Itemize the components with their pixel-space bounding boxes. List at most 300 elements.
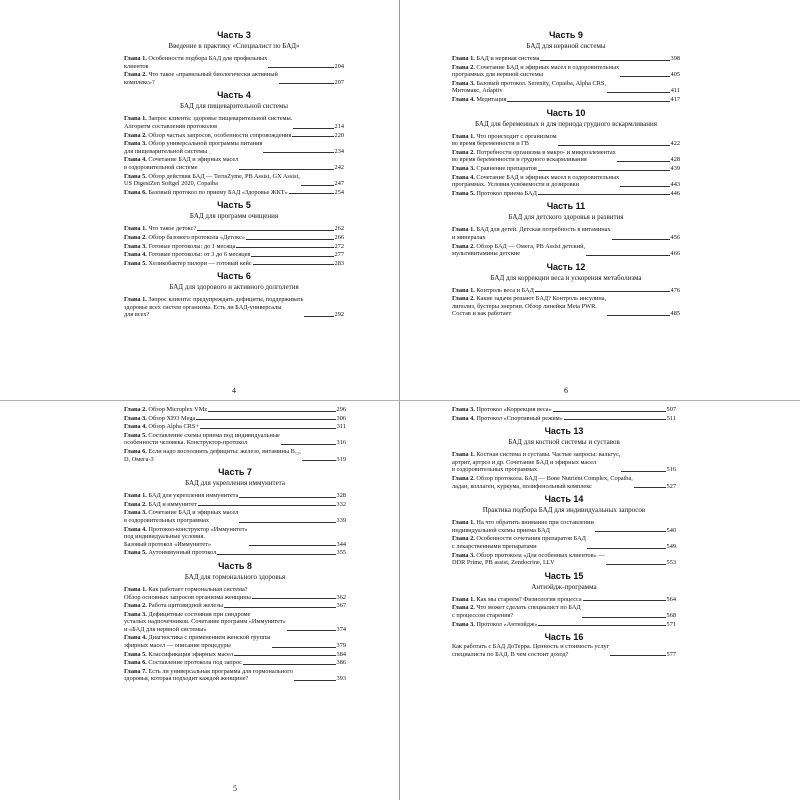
chapter-label: Глава 1. — [124, 115, 147, 123]
chapter-entry — [124, 225, 344, 233]
chapter-title: Запрос клиента: здоровье пищеварительной системы. Алгоритм составления протоколов — [124, 115, 293, 130]
chapter-title: Диагностика с применением женской группы эфирных масел — описание процедуры — [124, 634, 271, 650]
chapter-title: Обзор Microplex VMz — [148, 406, 208, 413]
chapter-page: 242 — [334, 163, 344, 171]
chapter-text — [124, 602, 223, 610]
dot-leader — [198, 505, 336, 506]
chapter-title: Запрос клиента: предупреждать дефициты, поддерживать здоровье всех систем организма. Есть ли БАД-универсалы для всех? — [124, 296, 304, 319]
chapter-title: Как работать с БАД ДоТерра. Ценность и стоимость услуг специалиста по БАД. В чем состоит доход? — [452, 643, 610, 658]
chapter-entry — [452, 96, 680, 104]
toc-content — [452, 406, 676, 660]
dot-leader — [279, 83, 334, 84]
dot-leader — [587, 548, 666, 549]
dot-leader — [553, 411, 666, 412]
chapter-text — [452, 226, 611, 241]
chapter-entry — [452, 519, 676, 534]
chapter-title: БАД и нервная система — [476, 55, 540, 62]
chapter-text — [124, 423, 199, 431]
chapter-entry — [452, 80, 680, 95]
chapter-entry — [452, 295, 680, 318]
dot-leader — [208, 411, 335, 412]
chapter-entry — [124, 492, 346, 500]
chapter-text — [124, 115, 292, 130]
toc-page-7 — [452, 406, 676, 798]
chapter-text — [452, 451, 620, 474]
chapter-page: 379 — [336, 642, 346, 650]
chapter-page: 296 — [336, 406, 346, 413]
dot-leader — [249, 545, 336, 546]
chapter-page: 549 — [666, 542, 676, 550]
chapter-title: Как работает гормональная система? Обзор основных запросов организма женщины — [124, 585, 251, 601]
chapter-title: Что такое детокс? — [148, 225, 197, 233]
chapter-text — [124, 611, 286, 634]
chapter-text — [124, 406, 207, 414]
chapter-label: Глава 3. — [452, 164, 475, 172]
chapter-page: 254 — [334, 188, 344, 196]
chapter-title: Готовые протоколы: до 1 месяца — [148, 242, 236, 250]
chapter-text — [452, 287, 534, 295]
toc-content — [124, 406, 346, 685]
chapter-text — [124, 234, 245, 242]
chapter-label: Глава 1. — [452, 286, 475, 294]
chapter-entry — [124, 423, 346, 431]
chapter-label: Глава 4. — [452, 414, 475, 422]
chapter-label: Глава 5. — [124, 650, 147, 658]
part-title: Часть 4 — [217, 90, 251, 101]
dot-leader — [292, 136, 333, 137]
chapter-page: 466 — [670, 250, 680, 258]
chapter-title: Классификация эфирных масел — [148, 650, 234, 658]
dot-leader — [234, 655, 335, 656]
dot-leader — [538, 194, 670, 195]
chapter-title: Сравнение препаратов — [476, 164, 537, 172]
chapter-label: Глава 2. — [124, 602, 147, 610]
part-subtitle: БАД для беременных и для периода грудного вскармливания — [475, 119, 657, 128]
chapter-label: Глава 3. — [124, 414, 147, 422]
chapter-page: 332 — [336, 500, 346, 508]
chapter-page: 411 — [670, 87, 680, 95]
chapter-entry — [452, 226, 680, 241]
chapter-page: 374 — [336, 625, 346, 633]
chapter-text — [452, 55, 539, 63]
dot-leader — [564, 419, 666, 420]
chapter-title: Обзор протокола «Для особенных клиентов» — DDR Prime, PB assist, Zendocrine, LLV — [452, 551, 605, 567]
dot-leader — [538, 170, 670, 171]
chapter-page: 405 — [670, 71, 680, 79]
chapter-label: Глава 3. — [452, 406, 475, 413]
part-subtitle: БАД для гормонального здоровья — [184, 572, 286, 581]
chapter-title: Костная система и суставы. Частые запросы: вальгус, артрит, артроз и др. Сочетание БАД и эфирных масел в оздоровительных программах — [452, 451, 621, 474]
chapter-label: Глава 1. — [452, 132, 475, 140]
chapter-title: Протокол-конструктор «Иммунитет» под индивидуальные условия. Базовый протокол «Иммунитет» — [124, 525, 248, 548]
chapter-label: Глава 1. — [452, 519, 475, 527]
part-subtitle: Антиэйдж-программа — [531, 582, 597, 591]
chapter-page: 564 — [666, 595, 676, 603]
dot-leader — [246, 239, 334, 240]
chapter-text — [452, 295, 606, 318]
chapter-list — [452, 643, 676, 658]
dot-leader — [607, 315, 669, 316]
chapter-label: Глава 1. — [452, 55, 475, 62]
chapter-text — [124, 526, 248, 549]
dot-leader — [200, 428, 336, 429]
dot-leader — [606, 564, 666, 565]
part-title: Часть 7 — [218, 467, 252, 478]
chapter-label: Глава 1. — [124, 296, 147, 304]
chapter-label: Глава 4. — [452, 173, 475, 181]
dot-leader — [620, 76, 669, 77]
chapter-title: БАД для укрепления иммунитета — [148, 492, 239, 500]
part-subtitle: БАД для укрепления иммунитета — [185, 479, 285, 488]
dot-leader — [620, 186, 669, 187]
chapter-entry — [124, 432, 346, 447]
chapter-page: 456 — [670, 233, 680, 241]
dot-leader — [281, 444, 336, 445]
chapter-label: Глава 4. — [124, 156, 147, 164]
chapter-page: 571 — [666, 620, 676, 628]
chapter-page: 234 — [334, 147, 344, 155]
chapter-title: Готовые протоколы: от 3 до 6 месяцев — [148, 251, 251, 259]
chapter-title: БАД и иммунитет — [148, 500, 197, 508]
chapter-text — [124, 55, 267, 70]
chapter-title: Что может сделать специалист по БАД с процессом старения? — [452, 604, 581, 619]
chapter-list — [124, 55, 344, 86]
chapter-entry — [124, 115, 344, 130]
dot-leader — [196, 419, 335, 420]
toc-content — [124, 26, 344, 321]
part-title: Часть 15 — [544, 570, 584, 581]
chapter-title: Обзор универсальной программы питания для пищеварительной системы — [124, 140, 263, 155]
chapter-text — [124, 668, 293, 683]
chapter-label: Глава 1. — [124, 585, 147, 593]
chapter-text — [452, 133, 557, 148]
dot-leader — [304, 316, 333, 317]
part-subtitle: БАД для здорового и активного долголетия — [169, 283, 299, 292]
chapter-text — [452, 475, 633, 490]
chapter-page: 220 — [334, 131, 344, 139]
chapter-entry — [124, 509, 346, 524]
chapter-title: Обзор частых запросов, особенности сопровождения — [148, 131, 292, 139]
part-subtitle: БАД для пищеварительной системы — [180, 102, 288, 111]
chapter-text — [124, 132, 291, 140]
chapter-entry — [124, 296, 344, 319]
chapter-title: Обзор БАД — Омега, PB Assist детский, мультивитамины детские — [452, 242, 586, 258]
chapter-text — [124, 243, 235, 251]
chapter-page: 417 — [670, 95, 680, 103]
chapter-label: Глава 6. — [124, 447, 147, 455]
chapter-title: Что такое «правильный биологически активный комплекс»? — [124, 71, 278, 86]
part-subtitle: БАД для костной системы и суставов — [508, 438, 620, 447]
chapter-text — [124, 509, 238, 524]
chapter-title: Аутоиммунный протокол — [148, 549, 217, 557]
chapter-list — [452, 406, 676, 422]
dot-leader — [535, 291, 670, 292]
chapter-title: Медитация — [476, 95, 507, 103]
dot-leader — [558, 145, 670, 146]
chapter-page: 367 — [336, 602, 346, 610]
chapter-entry — [124, 549, 346, 557]
dot-leader — [583, 600, 666, 601]
chapter-label: Глава 3. — [124, 242, 147, 250]
chapter-title: Сочетание БАД и эфирных масел в оздоровительной системе — [124, 156, 239, 171]
chapter-entry — [124, 602, 346, 610]
page-number: 6 — [564, 386, 568, 395]
dot-leader — [617, 161, 670, 162]
chapter-label: Глава 5. — [124, 549, 147, 557]
chapter-label: Глава 5. — [124, 172, 147, 180]
chapter-title: На что обратить внимание при составлении индивидуальной схемы приема БАД — [452, 519, 594, 534]
chapter-label: Глава 4. — [124, 423, 147, 431]
chapter-text — [124, 448, 301, 463]
chapter-entry — [452, 621, 676, 629]
chapter-entry — [124, 243, 344, 251]
chapter-text — [124, 225, 196, 233]
chapter-entry — [452, 55, 680, 63]
chapter-entry — [452, 190, 680, 198]
dot-leader — [595, 531, 666, 532]
chapter-text — [452, 604, 581, 619]
chapter-page: 485 — [670, 310, 680, 318]
toc-page-5 — [124, 406, 346, 798]
chapter-label: Глава 2. — [124, 71, 147, 79]
chapter-list — [452, 226, 680, 257]
chapter-text — [124, 260, 252, 268]
chapter-label: Глава 3. — [452, 79, 475, 87]
chapter-entry — [124, 234, 344, 242]
chapter-entry — [124, 415, 346, 423]
chapter-text — [452, 165, 537, 173]
chapter-text — [124, 501, 197, 509]
dot-leader — [224, 607, 336, 608]
chapter-page: 362 — [336, 593, 346, 601]
dot-leader — [540, 60, 669, 61]
chapter-text — [124, 173, 300, 188]
chapter-page: 516 — [666, 466, 676, 474]
page-number: 5 — [233, 784, 237, 793]
chapter-page: 476 — [670, 286, 680, 294]
chapter-page: 344 — [336, 540, 346, 548]
toc-page-4 — [124, 26, 344, 400]
chapter-title: Что происходит с организмом во время беременности и ГВ — [452, 132, 557, 148]
chapter-text — [124, 432, 280, 447]
chapter-page: 262 — [334, 225, 344, 233]
chapter-label: Глава 1. — [452, 226, 475, 234]
part-title: Часть 12 — [546, 261, 586, 272]
chapter-text — [452, 80, 606, 95]
chapter-title: Протокол «Коррекция веса» — [476, 406, 552, 413]
chapter-label: Глава 2. — [124, 500, 147, 508]
dot-leader — [217, 554, 335, 555]
chapter-page: 393 — [336, 675, 346, 683]
chapter-page: 247 — [334, 180, 344, 188]
chapter-list — [452, 287, 680, 318]
chapter-label: Глава 2. — [452, 63, 475, 71]
chapter-page: 207 — [334, 78, 344, 86]
dot-leader — [252, 598, 336, 599]
chapter-label: Глава 2. — [452, 242, 475, 250]
chapter-title: Базовый протокол по приему БАД «Здоровье ЖКТ» — [148, 188, 288, 196]
chapter-page: 568 — [666, 611, 676, 619]
part-title: Часть 3 — [217, 30, 251, 40]
chapter-title: Контроль веса и БАД — [476, 286, 534, 294]
chapter-entry — [124, 189, 344, 197]
chapter-entry — [124, 406, 346, 414]
chapter-page: 283 — [334, 259, 344, 267]
dot-leader — [197, 230, 333, 231]
dot-leader — [507, 101, 669, 102]
dot-leader — [253, 264, 334, 265]
chapter-label: Глава 4. — [124, 525, 147, 533]
chapter-list — [124, 115, 344, 196]
chapter-page: 328 — [336, 492, 346, 500]
chapter-label: Глава 2. — [124, 233, 147, 241]
chapter-list — [452, 55, 680, 104]
page-number: 4 — [232, 386, 236, 395]
part-subtitle: Практика подбора БАД для индивидуальных запросов — [482, 506, 646, 515]
chapter-entry — [124, 156, 344, 171]
chapter-page: 507 — [666, 406, 676, 413]
dot-leader — [294, 680, 336, 681]
chapter-text — [124, 659, 242, 667]
chapter-page: 428 — [670, 156, 680, 164]
chapter-label: Глава 2. — [124, 131, 147, 139]
dot-leader — [243, 664, 336, 665]
chapter-page: 553 — [666, 559, 676, 567]
dot-leader — [301, 185, 334, 186]
dot-leader — [263, 152, 333, 153]
chapter-title: Обзор Alpha CRS+ — [148, 423, 199, 431]
chapter-page: 204 — [334, 62, 344, 70]
chapter-text — [452, 149, 616, 164]
part-subtitle: БАД для коррекции веса и ускорения метаболизма — [490, 273, 642, 282]
dot-leader — [239, 522, 335, 523]
dot-leader — [236, 247, 333, 248]
chapter-text — [124, 156, 238, 171]
chapter-entry — [452, 406, 676, 414]
chapter-page: 306 — [336, 414, 346, 422]
chapter-page: 311 — [336, 423, 346, 431]
chapter-label: Глава 1. — [452, 451, 475, 459]
toc-page-6 — [452, 26, 680, 400]
chapter-label: Глава 2. — [452, 148, 475, 156]
chapter-entry — [452, 174, 680, 189]
part-title: Часть 8 — [218, 560, 252, 571]
chapter-title: Базовый протокол. Serenity, Copaiba, Alpha CRS, Митомакс, Adaptiv — [452, 79, 607, 95]
chapter-title: Дефицитные состояния при синдроме усталых надпочечников. Сочетание программ «Иммунитет» и «БАД для нервной системы» — [124, 610, 286, 633]
dot-leader — [607, 92, 670, 93]
chapter-text — [452, 190, 537, 198]
chapter-entry — [452, 643, 676, 658]
chapter-text — [452, 96, 506, 104]
chapter-label: Глава 7. — [124, 667, 147, 675]
chapter-title: Хеликобактер пилори — готовый кейс — [148, 259, 252, 267]
chapter-text — [452, 519, 594, 534]
part-subtitle: Введение в практику «Специалист по БАД» — [168, 42, 300, 50]
chapter-title: Потребности организма в макро- и микроэлементах во время беременности и грудного вскармливания — [452, 148, 616, 164]
part-subtitle: БАД для нервной системы — [526, 42, 606, 50]
chapter-entry — [452, 552, 676, 567]
chapter-page: 386 — [336, 659, 346, 667]
chapter-list — [452, 519, 676, 567]
chapter-title: Какие задачи решают БАД? Контроль инсулина, липолиз, бустеры энергии. Обзор линейки Meta PWR. Состав и как работает — [452, 295, 607, 318]
chapter-text — [124, 140, 262, 155]
chapter-page: 398 — [670, 55, 680, 62]
chapter-page: 292 — [334, 311, 344, 319]
chapter-title: Составление протокола под запрос — [148, 659, 242, 667]
chapter-label: Глава 2. — [452, 604, 475, 612]
chapter-text — [452, 643, 609, 658]
chapter-entry — [124, 132, 344, 140]
chapter-label: Глава 4. — [124, 251, 147, 259]
chapter-entry — [452, 475, 676, 490]
chapter-entry — [452, 133, 680, 148]
chapter-title: Особенности сочетания препаратов БАД с лекарственными препаратами — [452, 535, 586, 550]
chapter-entry — [124, 586, 346, 601]
chapter-entry — [124, 448, 346, 463]
chapter-page: 266 — [334, 233, 344, 241]
part-title: Часть 16 — [544, 632, 584, 643]
part-title: Часть 6 — [217, 271, 251, 282]
chapter-label: Глава 3. — [124, 610, 147, 618]
horizontal-divider — [0, 400, 800, 401]
chapter-label: Глава 3. — [124, 140, 147, 148]
chapter-page: 540 — [666, 526, 676, 534]
chapter-entry — [124, 634, 346, 649]
chapter-entry — [124, 526, 346, 549]
part-title: Часть 10 — [546, 107, 586, 118]
chapter-page: 439 — [670, 164, 680, 172]
chapter-title: Есть ли универсальная программа для гормонального здоровья, которая подходит каждой женщине? — [124, 667, 293, 683]
chapter-title: Работа щитовидной железы — [148, 602, 224, 610]
chapter-label: Глава 3. — [452, 551, 475, 559]
chapter-text — [452, 535, 586, 550]
chapter-page: 577 — [666, 650, 676, 658]
chapter-entry — [452, 287, 680, 295]
chapter-text — [452, 243, 585, 258]
chapter-title: Особенности подбора БАД для профильных клиентов — [124, 55, 268, 70]
chapter-page: 277 — [334, 251, 344, 259]
chapter-page: 527 — [666, 482, 676, 490]
chapter-label: Глава 4. — [124, 634, 147, 642]
chapter-entry — [124, 659, 346, 667]
dot-leader — [251, 256, 333, 257]
chapter-list — [124, 586, 346, 683]
chapter-text — [452, 552, 605, 567]
chapter-text — [452, 174, 619, 189]
chapter-text — [452, 596, 582, 604]
chapter-entry — [124, 501, 346, 509]
dot-leader — [239, 169, 333, 170]
chapter-title: Сочетание БАД и эфирных масел в оздоровительных программах для нервной системы — [452, 63, 620, 79]
chapter-label: Глава 1. — [124, 492, 147, 500]
chapter-title: Обзор протокола. БАД — Bone Nutrient Complex, Copaiba, ладан, коллаген, куркума, полифенольный комплекс — [452, 474, 633, 490]
chapter-entry — [452, 535, 676, 550]
chapter-title: Как мы стареем? Физиология процесса — [476, 595, 582, 603]
chapter-entry — [124, 55, 344, 70]
chapter-text — [124, 651, 233, 659]
chapter-entry — [452, 243, 680, 258]
chapter-page: 511 — [666, 414, 676, 422]
part-title: Часть 9 — [549, 30, 583, 40]
chapter-entry — [452, 451, 676, 474]
chapter-label: Глава 2. — [452, 295, 475, 303]
dot-leader — [268, 67, 333, 68]
chapter-entry — [124, 260, 344, 268]
chapter-entry — [452, 415, 676, 423]
chapter-list — [452, 133, 680, 198]
dot-leader — [634, 487, 666, 488]
chapter-label: Глава 3. — [124, 509, 147, 517]
